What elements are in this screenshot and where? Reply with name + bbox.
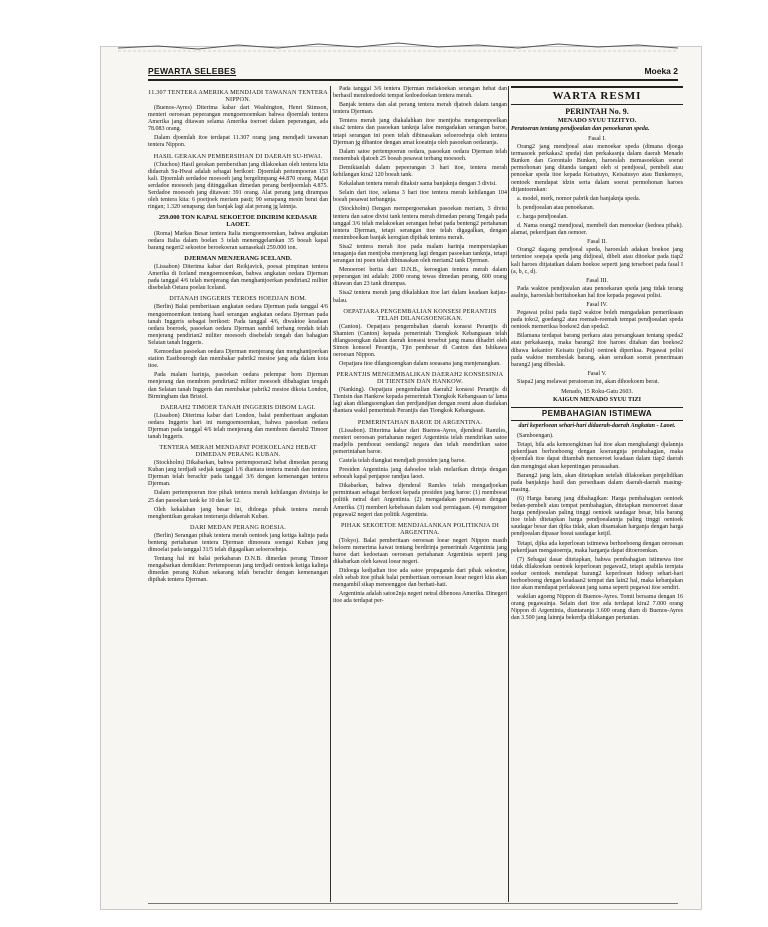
article-label: Fasal I. <box>588 136 606 142</box>
page-number: Moeka 2 <box>644 66 678 76</box>
article-paragraph: Orang2 dagang pendjoeal speda, haroeslah adakan boekoe jang tertentoe soepaja speda jang didjoeal, dibeli atau ditoekar pada tiap2 kali haroes ditjatatkan dalam boekoe seperti jang terseboet pada fasal I (a, b, c, d). <box>511 247 683 275</box>
masthead-rule <box>148 79 678 81</box>
article-paragraph: Pegawai polisi pada tiap2 waktoe boleh mengadakan pemeriksaan pada toko2, goedang2 atau roemah-roemah tempat pendjoealan speda oentoek memeriksa boekoe2 dan speda2. <box>511 310 683 331</box>
article-paragraph: Dikabarkan, bahwa djenderal Ramles telah mengadjoekan permintaan sebagai berikoet kepada presiden jang baroe: (1) memboeat politik netral dari Argentinia. (2) mengadakan persatoean dengan Amerika. (3) memberi kebebasan dalam soal perniagaan. (4) mengatoer pegawai2 negeri dan politik Argentinia. <box>333 483 507 518</box>
article-paragraph: Oleh kekalahan jang besar ini, didoega pihak tentera merah menghentikan gerakan tenteranja didaerah Kuban. <box>148 506 328 520</box>
article-paragraph: (7) Sebagai dasar ditetapkan, bahwa pembahagian istimewa itoe tidak dilakoekan oentoek keperloean pegawai2, tetapi apabila ternjata soekar oentoek mendapat barang2 keperloean hidoep sehari-hari berhoeboeng dengan keadaan2 tempat dan lain2 hal, maka kebanjakan itoe akan mendapat perlakoean jang sama seperti pegawai itoe sendiri. <box>511 556 683 592</box>
article-paragraph: (Lissabon) Diterima kabar dari Reikjavick, poesat pimpinan tentera Amerika di Iceland mengoemoemkan, bahwa angkatan oedara Djerman pada tanggal 4/6 telah menjerang dan menghantjoerkan pendirian2 militer disebelah Oetara poelau Iceland. <box>148 264 328 292</box>
article-paragraph: (Stockholm) Dengan mempergoenakan pasoekan meriam, 3 divisi tentera dan satoe divisi tank tentera merah dimedan perang Tengah pada tanggal 3/6 telah melakoekan serangan hebat pada benteng2 pertahanan tentera Djerman, tetapi serangan itoe telah digagalkan, dengan menimboelkan banjak kerogian dipihak tentera merah. <box>333 206 507 241</box>
article-paragraph: Selain dari itoe, selama 3 hari itoe tentera merah kehilangan 104 boeah pesawat terbangnja. <box>333 190 507 204</box>
article-label: Fasal IV. <box>586 301 608 308</box>
article-heading: PEMERINTAHAN BAROE DI ARGENTINA. <box>357 418 483 426</box>
article-paragraph: wakilan agoeng Nippon di Buenos-Ayres. Tomii bersama dengan 16 orang pegawainja. Selain dari itoe ada terdapat kira2 7.000 orang Nippon di Argentinia, diantaranja 3.600 orang diam di Buenos-Ayres dan 3.500 jang lainnja bekerdja dilakangan pertanian. <box>511 594 683 622</box>
article-paragraph: Dalam pertempoeran itoe pihak tentera merah kehilangan divisinja ke 25 dan pasoekan tank ke 10 dan ke 12. <box>148 490 328 504</box>
article-paragraph: Pada malam harinja, pasoekan oedara pelempar bom Djerman menjerang dan membom pendirian2 militer moesoeh dibahagian tengah dan Selatan tanah Inggeris dan membakar pabrik2 mesioe dikota London, Birmingham dan Bristol. <box>148 372 328 400</box>
list-item: b. pendjoealan atau penoekaran. <box>517 204 595 211</box>
masthead <box>148 66 678 80</box>
article-heading: 259.000 TON KAPAL SEKOETOE DIKIRIM KEDASAR LAOET. <box>158 214 318 229</box>
article-heading: 11.307 TENTERA AMERIKA MENDJADI TAWANAN TENTERA NIPPON. <box>148 89 328 103</box>
article-heading: DAERAH2 TIMOER TANAH INGGERIS DIBOM LAGI. <box>160 403 316 411</box>
article-paragraph: (Roma) Markas Besar tentera Italia mengoemoemkan, bahwa angkatan oedara Italia dalam boelan 3 telah menenggelamkan 35 boeah kapal barang negeri2 sekoetoe beroekoeran samasekali 259.000 ton. <box>148 230 328 251</box>
official-notice-title: WARTA RESMI <box>552 90 642 102</box>
article-paragraph: (Chuchou) Hasil gerakan pembersihan jang dilakoekan oleh tentera kita didaerah Su-Hwai adalah sebagai berikoet: Djoemlah pertempoeran 153 kali. Djoemlah serdadoe moesoeh jang bergelimpang 44.870 orang. Majat serdadoe moesoeh jang ditinggalkan dimedan perang berdjoemlah 4.875. Serdadoe moesoeh jang ditawan: 391 orang. Alat perang jang dirampas oleh tentera kita: 6 poetjoek meriam pasti; 90 senapang mesin berat dan ringan; 1.320 senapang; dan banjak lagi alat perang jg lainnja. <box>148 161 328 211</box>
article-paragraph: (Nanking). Oepatjara pengembalian daerah2 konsesi Perantjis di Tientsin dan Hankow kepada pemerintah Tiongkok Kebangsaan ta' lama lagi akan dilangsoengkan dan perdjandjian dengan resmi akan diadakan diantara wakil pemerintah Perantjis dan Tiongkok Kebangsaan. <box>333 387 507 415</box>
article-paragraph: Dalam satoe pertempoeran oedara, pasoekan oedara Djerman telah menembak djatoeh 25 boeah pesawat terbang moesoeh. <box>333 148 507 162</box>
article-paragraph: Barang2 jang lain, akan ditetapkan setelah dilakoekan penjelidikan pada banjaknja hasil dan persediaan dalam daerah-daerah masing-masing. <box>511 472 683 493</box>
article-paragraph: Didoega kedjadian itoe ada satoe propaganda dari pihak sekoetoe, oleh sebab itoe pihak balai pemberitaan oeroesan loear negeri kita akan mengambil sikap menoenggoe dan berhati-hati. <box>333 568 507 589</box>
article-paragraph: Menoeroet berita dari D.N.B., keroegian tentera merah dalam peperangan ini adalah: 2000 orang tewas dimedan perang, 600 orang ditawan dan 23 tank dirampas. <box>333 267 507 288</box>
article-paragraph: Orang2 jang mendjoeal atau menoekar speda (dimana djoega termasoek perkakas2 speda) dan perkakasnja dalam daerah Menado Bunken dan Gorontalo Bunken, haroeslah memasoekkan soerat permohonan jang ditanda tangani oleh si pendjoeal, pembeli atau penoekar speda itoe kepada Keisatuyo, Keisatusyo atau Bunkensyo, oentoek mendapat idzin serta dalam soerat permohonan haroes ditjantoemkan: <box>511 144 683 193</box>
article-heading: DARI MEDAN PERANG ROESIA. <box>189 523 287 531</box>
official-notice-box <box>511 86 683 105</box>
article-paragraph: Dalam djoemlah itoe terdapat 11.307 orang jang mendjadi tawanan tentera Nippon. <box>148 135 328 149</box>
article-paragraph: (Tokyo). Balai pemberitaan oeroesan loear negeri Nippon masih beloem menerima kawat tentang berdirinja pemerintah Argentinia jang baroe dari kedoetaan oeroesan pertahanan Argentinia seperti jang dikabarkan oleh kawat loear negeri. <box>333 537 507 565</box>
column-divider <box>508 86 509 902</box>
article-paragraph: Bilamana terdapat barang perkara atau persangkaan tentang speda2 atau perkakasnja, maka barang2 itoe haroes ditahan dan boekoe2 dibawa kekantor Keisatu (polisi) oentoek diperiksa. Pegawai polisi pada waktoe membeslak barang, akan seraikan soerat penerimaan barang2 jang dibeslak. <box>511 333 683 368</box>
article-paragraph: Pada tanggal 3/6 tentera Djerman melakoekan serangan hebat dan berhasil mendoedoeki tempat kedoedoekan tentera merah. <box>333 86 507 100</box>
article-column-2 <box>333 86 507 902</box>
article-heading: TENTERA MERAH MENDAPAT POEKOELAN2 HEBAT DIMEDAN PERANG KUBAN. <box>159 444 317 459</box>
article-paragraph: Tetapi, djika ada keperloean istimewa berhoeboeng dengan oeroesan pekerdjaan mengatoernja, maka harganja dapat ditoeroenkan. <box>511 540 683 554</box>
list-item: c. harga pendjoealan. <box>517 213 568 220</box>
article-paragraph: (Canton). Oepatjara pengembalian daerah konsesi Perantjis di Shamien (Canton) kepada pemerintah Tiongkok Kebangsaan telah dilangsoengkan dalam daerah konsesi tersebut jang mana dihadiri oleh Simon konsoel Perantjis, Tjin pembesar di Canton dan Ishikawa oeroesan Nippon. <box>333 323 507 358</box>
article-label: Fasal II. <box>587 239 607 246</box>
column-divider <box>330 86 331 902</box>
article-paragraph: Demikianlah dalam pepeerangan 3 hari itoe, tentera merah kehilangan kira2 120 boeah tank. <box>333 164 507 179</box>
article-paragraph: (Samboengan). <box>517 433 554 440</box>
article-heading: PEMBAHAGIAN ISTIMEWA <box>511 407 683 421</box>
article-paragraph: Presiden Argentinia jang dahoeloe telah melarikan dirinja dengan seboeah kapal penjapoe randjau laoet. <box>333 467 507 481</box>
article-heading: PIHAK SEKOETOE MENDJALANKAN POLITIKNJA DI ARGENTINA. <box>341 521 499 536</box>
list-item: a. model, merk, nomor pabrik dan banjaknja speda. <box>517 195 641 202</box>
article-paragraph: Sisa2 tentera merah jang dikalahkan itoe lari dalam keadaan katjau-balau. <box>333 290 507 304</box>
article-paragraph: Tentang hal ini balai perkabaran D.N.B. dimedan perang Timoer mengabarkan demikian: Pertempoeran jang terdjadi oentoek ketiga kalinja dimedan perang Kuban sekarang telah berachir dengan kemenangan dipihak tentera Djerman. <box>148 556 328 584</box>
list-item: d. Nama orang2 mendjoeal, membeli dan menoekar (kedoea pihak). alamat, pekerdjaan dan oemoer. <box>511 223 683 237</box>
article-paragraph: (6) Harga barang jang dibahagikan: Harga pembahagian oentoek bedan-pembeli atau tempat pembahagian, ditetapkan menoeroet dasar harga pendjoealan paling tinggi oentoek saudagar besar, bila barang itoe telah ditetapkan harga pendjoealannja paling tinggi oentoek saudagar besar dan djika tidak, akan disamakan harganja dengan harga pendjoealan dipasar boeat saudagar ketjil. <box>511 495 683 538</box>
article-column-1 <box>148 86 328 902</box>
decree-issuer: MENADO SYUU TIZITYO. <box>557 117 637 124</box>
article-label: Fasal V. <box>587 370 607 377</box>
article-paragraph: Castela telah diangkat mendjadi presiden jang baroe. <box>339 457 466 464</box>
article-heading: DITANAH INGGERIS TEROES HOEDJAN BOM. <box>169 295 307 303</box>
article-heading: DJERMAN MENJERANG ICELAND. <box>184 254 292 262</box>
article-paragraph: Tetapi, bila ada kemoengkinan hal itoe akan menghalangi djalannja pekerdjaan berhoeboeng dengan koerangnja perabahagian, maka djoemlah itoe dapat ditambah menoeroet keadaan dalam tiap2 daerah dan mengingat akan kepentingan perasaahan. <box>511 442 683 470</box>
article-label: Fasal III. <box>586 277 608 284</box>
article-paragraph: Argentinia adalah satoe2nja negeri netral dibenoea Amerika. Dinegeri itoe ada terdapat per- <box>333 591 507 605</box>
article-paragraph: (Stockholm) Dikabarkan, bahwa pertempoeran2 hebat dimedan perang Kuban jang terdjadi sedjak tanggal 1/6 diantara tentera merah dan tentera Djerman telah berachir pada tanggal 3/6 dengan kemenangan tentera Djerman. <box>148 460 328 488</box>
article-paragraph: Banjak tentera dan alat perang tentera merah djatoeh dalam tangan tentera Djerman. <box>333 102 507 116</box>
article-paragraph: Siapa2 jang melawat peratoeran ini, akan dihoekoem berat. <box>517 378 660 385</box>
article-paragraph: (Berlin) Serangan pihak tentera merah oentoek jang ketiga kalinja pada benteng pertahanan tentera Djerman dimoeara soengai Kuban jang dimoelai pada tanggal 31/5 telah digagalkan seloeroehnja. <box>148 532 328 554</box>
article-paragraph: Oepatjara itoe dilangsoengkan dalam soeasana jang menjenangkan. <box>339 361 501 368</box>
signature-place-date: Menado, 15 Roku-Gatu 2603. <box>561 389 633 395</box>
torn-top-edge <box>118 38 678 54</box>
article-heading: OEPATJARA PENGEMBALIAN KONSESI PERANTJIS TELAH DILANGSOENGKAN. <box>343 307 497 322</box>
decree-subject: Peratoeran tentang pendjoealan dan penoekaran speda. <box>511 126 650 132</box>
article-column-3 <box>511 86 683 902</box>
article-paragraph: (Lissabon). Diterima kabar dari Buenos-Ayres, djenderal Ramiles, menteri oeroesan pertahanan negeri Argentinia telah mendirikan satoe madjelis pemboeat oendang2 negara dan telah mendirikan satoe pemerintahan baroe. <box>333 427 507 455</box>
bottom-rule <box>148 903 678 904</box>
article-paragraph: Pada waktoe pendjoealan atau penoekaran speda jang tidak terang asalnja, haroeslah beritahoekan hal itoe kepada pegawai polisi. <box>511 285 683 299</box>
article-heading: HASIL GERAKAN PEMBERSIHAN DI DAERAH SU-HWAI. <box>153 152 323 160</box>
article-paragraph: (Berlin) Balai pemberitaan angkatan oedara Djerman pada tanggal 4/6 mengoemoemkan tentang hasil serangan angkatan oedara Djerman pada tanah Inggeris sebagai berikoet: Pada tanggal 4/6, diwaktoe keadaan oedara boeroek, pasoekan oedara Djerman sambil terbang rendah telah menjerang pendirian2 militer moesoeh disebelah tengah dan bahagian Selatan tanah Inggeris. <box>148 304 328 346</box>
signature-name: KAIGUN MENADO SYUU TIZI <box>552 396 642 404</box>
article-paragraph: Tentera merah jang diakalahkan itoe mentjoba mengoempoelkan sisa2 tentera dan pasoekan tanknja laloe mengadakan serangan baroe, tetapi serangan ini poen telah dibinasakan seloeroehnja oleh tentera Djerman jg dibantoe dengan amat koeatnja oleh pasoekan oedaranja. <box>333 118 507 146</box>
article-heading: PERANTJIS MENGEMBALIKAN DAERAH2 KONSESINJA DI TIENTSIN DAN HANKOW. <box>336 371 504 386</box>
decree-number: PERINTAH No. 9. <box>565 107 629 116</box>
article-paragraph: Sisa2 tentera merah itoe pada malam harinja mempersiapkan tenaganja dan mentjoba menjerang lagi dengan pasoekan tanknja, tetapi serangan ini poen telah dibinasakan oleh meriam2 tank Djerman. <box>333 243 507 265</box>
article-paragraph: Kemoedian pasoekan oedara Djerman menjerang dan menghantjoerkan station Eastbourogh dan membakar pabrik2 mesioe jang ada dalam kota itoe. <box>148 349 328 370</box>
article-paragraph: Kekalahan tentera merah ditaksir sama banjaknja dengan 3 divisi. <box>339 181 497 188</box>
newspaper-name: PEWARTA SELEBES <box>148 66 237 76</box>
article-subheading: dari keperloean sehari-hari didaerah-daerah Angkatan - Laoet. <box>518 423 676 430</box>
article-paragraph: (Lissabon) Diterima kabar dari London, balai pemberitaan angkatan oedara Inggeris hari ini mengoemoemkan, bahwa pasoekan oedara Djerman pada tanggal 4/6 telah menjerang dan membom daerah2 Timoer tanah Inggeris. <box>148 412 328 440</box>
article-paragraph: (Buenos-Ayres) Diterima kabar dari Washington, Henri Stimson, menteri oeroesan peperangan mengoemoemkan bahwa djoemlah tentera Amerika jang ditawan selama Amerika toeroet dalam peperangan, ada 78.083 orang. <box>148 105 328 133</box>
